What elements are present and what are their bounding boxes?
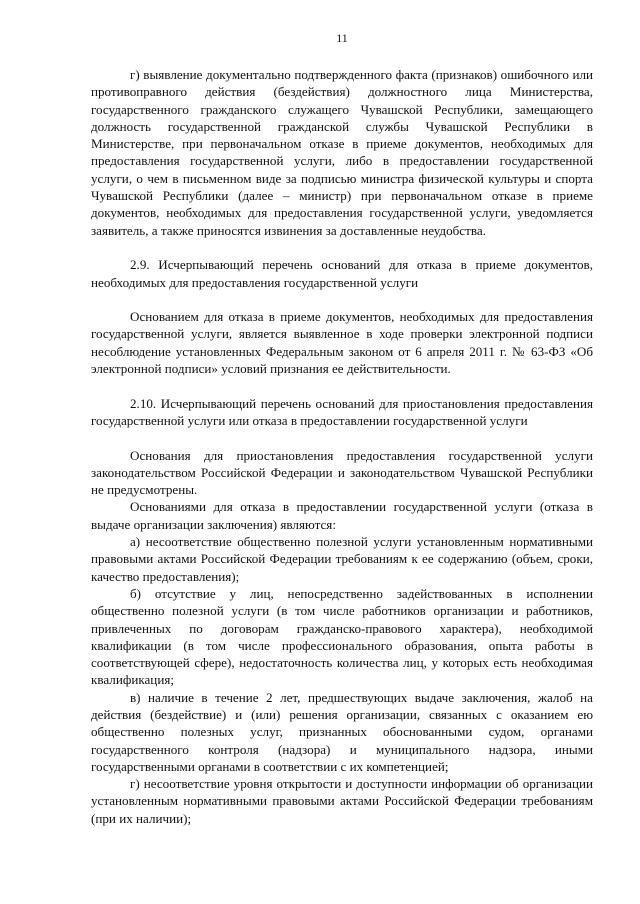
spacer: [91, 377, 593, 394]
spacer: [91, 239, 593, 256]
section-heading-2-9: 2.9. Исчерпывающий перечень оснований для отказа в приеме документов, необходимых для предоставления государственной услуги: [91, 257, 593, 290]
paragraph-item-b: б) отсутствие у лиц, непосредственно задействованных в исполнении общественно полезной услуги (в том числе работников организации и работников, привлеченных по договорам гражданско-правового характера), необходимой квалификации (в том числе профессионального образования, опыта работы в соответствующей сфере), недостаточность количества лиц, у которых есть необходимая квалификация;: [91, 585, 593, 688]
paragraph-item-a: а) несоответствие общественно полезной услуги установленным нормативными правовыми актами Российской Федерации требованиям к ее содержанию (объем, сроки, качество предоставления);: [91, 534, 593, 584]
paragraph-refusal-grounds-documents: Основанием для отказа в приеме документов, необходимых для предоставления государственной услуги, является выявленное в ходе проверки электронной подписи несоблюдение установленных Федеральным законом от 6 апреля 2011 г. № 63-ФЗ «Об электронной подписи» условий признания ее действительности.: [91, 309, 593, 377]
paragraph-item-v: в) наличие в течение 2 лет, предшествующих выдаче заключения, жалоб на действия (бездействие) и (или) решения организации, связанных с оказанием ею общественно полезных услуг, признанных обоснованными судом, органами государственного контроля (надзора) и муниципального надзора, иными государственными органами в соответствии с их компетенцией;: [91, 689, 593, 774]
spacer: [91, 291, 593, 308]
paragraph-refusal-grounds-intro: Основаниями для отказа в предоставлении государственной услуги (отказа в выдаче организации заключения) являются:: [91, 499, 593, 532]
paragraph-item-g-identification: г) выявление документально подтвержденного факта (признаков) ошибочного или противоправного действия (бездействия) должностного лица Министерства, государственного гражданского служащего Чувашской Республики, замещающего должность государственной гражданской службы Чувашской Республики в Министерстве, при первоначальном отказе в приеме документов, необходимых для предоставления государственной услуги, либо в предоставлении государственной услуги, о чем в письменном виде за подписью министра физической культуры и спорта Чувашской Республики (далее – министр) при первоначальном отказе в приеме документов, необходимых для предоставления государственной услуги, уведомляется заявитель, а также приносятся извинения за доставленные неудобства.: [91, 67, 593, 238]
spacer: [91, 429, 593, 446]
document-body: [91, 66, 593, 827]
paragraph-item-g: г) несоответствие уровня открытости и доступности информации об организации установленным нормативными правовыми актами Российской Федерации требованиям (при их наличии);: [91, 776, 593, 826]
section-heading-2-10: 2.10. Исчерпывающий перечень оснований для приостановления предоставления государственной услуги или отказа в предоставлении государственной услуги: [91, 395, 593, 428]
page-number: 11: [336, 31, 348, 45]
paragraph-suspension-grounds: Основания для приостановления предоставления государственной услуги законодательством Российской Федерации и законодательством Чувашской Республики не предусмотрены.: [91, 447, 593, 498]
